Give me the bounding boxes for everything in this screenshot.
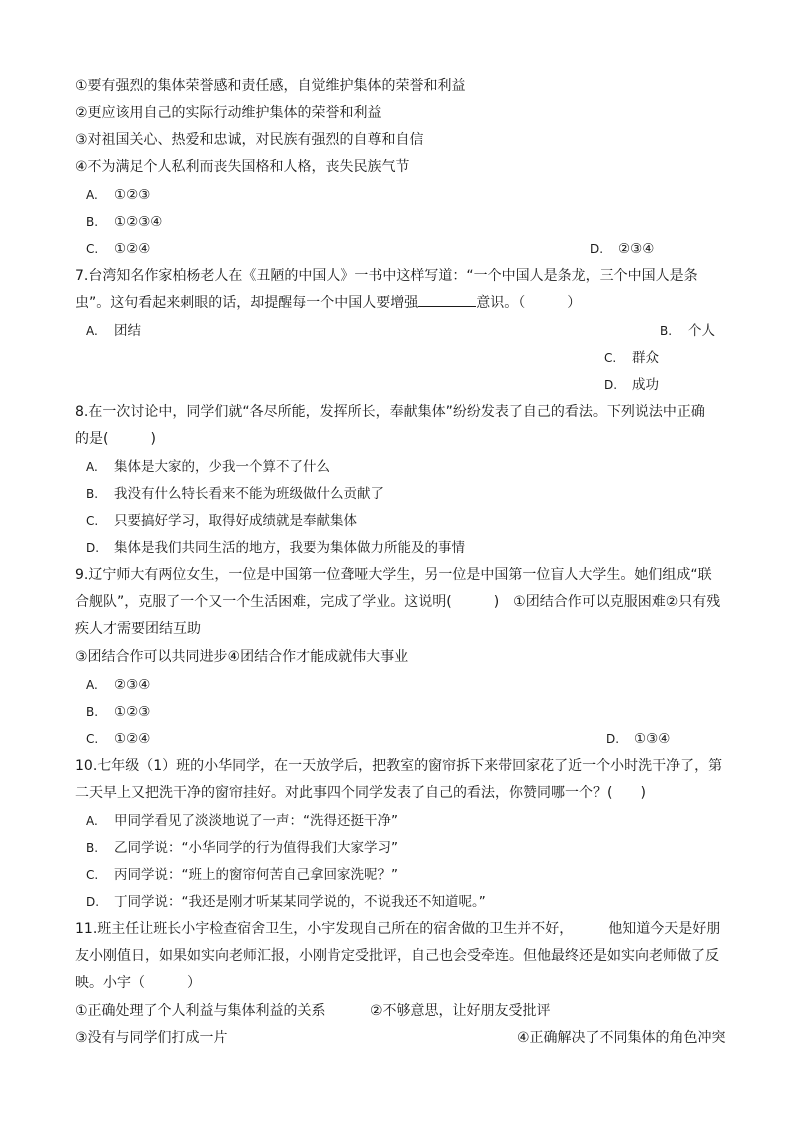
q8-option-a bbox=[86, 458, 330, 476]
q11-statement-1: ①正确处理了个人利益与集体利益的关系 bbox=[75, 1003, 326, 1019]
option-text: ①②④ bbox=[114, 241, 151, 257]
option-label: D. bbox=[86, 895, 100, 909]
option-text: ①②③ bbox=[114, 187, 151, 203]
q10-option-b bbox=[86, 839, 398, 857]
option-label: B. bbox=[86, 487, 99, 501]
q9-option-c bbox=[86, 730, 150, 748]
option-text: 乙同学说：“小华同学的行为值得我们大家学习” bbox=[114, 840, 398, 856]
option-text: ①③④ bbox=[634, 731, 671, 747]
option-label: C. bbox=[86, 732, 99, 746]
option-text: ①②③ bbox=[114, 704, 151, 720]
q10-stem-line-1: 10.七年级（1）班的小华同学，在一天放学后，把教室的窗帘拆下来带回家花了近一个小时洗干净了，第 bbox=[75, 758, 723, 774]
option-text: 群众 bbox=[632, 350, 659, 366]
option-text: 集体是大家的，少我一个算不了什么 bbox=[114, 459, 330, 475]
q7-stem-before-blank: 虫”。这句看起来刺眼的话，却提醒每一个中国人要增强 bbox=[75, 295, 419, 311]
option-label: D. bbox=[86, 541, 100, 555]
q6-option-d bbox=[590, 240, 654, 258]
q9-stem-line-3: 疾人才需要团结互助 bbox=[75, 621, 201, 637]
q8-option-b bbox=[86, 485, 384, 503]
q9-option-b bbox=[86, 703, 150, 721]
option-label: B. bbox=[86, 841, 99, 855]
q6-option-b bbox=[86, 213, 162, 231]
q11-statement-4: ④正确解决了不同集体的角色冲突 bbox=[517, 1030, 726, 1046]
option-label: A. bbox=[86, 678, 98, 692]
q8-option-d bbox=[86, 539, 465, 557]
q10-option-d bbox=[86, 893, 486, 911]
q10-option-c bbox=[86, 866, 398, 884]
q11-stem-line-3: 映。小宇（ ） bbox=[75, 975, 201, 991]
q7-stem-after-blank: 意识。（ ） bbox=[476, 295, 582, 311]
option-label: B. bbox=[660, 324, 673, 338]
q7-option-a bbox=[86, 322, 141, 340]
option-label: B. bbox=[86, 215, 99, 229]
option-label: D. bbox=[590, 242, 604, 256]
q11-statement-3: ③没有与同学们打成一片 bbox=[75, 1030, 228, 1046]
option-text: 个人 bbox=[688, 323, 715, 339]
q6-statement-3: ③对祖国关心、热爱和忠诚，对民族有强烈的自尊和自信 bbox=[75, 132, 424, 148]
option-label: D. bbox=[604, 378, 618, 392]
q7-stem-line-1: 7.台湾知名作家柏杨老人在《丑陋的中国人》一书中这样写道：“一个中国人是条龙，三个中国人是条 bbox=[75, 268, 698, 284]
option-text: 团结 bbox=[114, 323, 141, 339]
option-text: 丙同学说：“班上的窗帘何苦自己拿回家洗呢？” bbox=[114, 867, 398, 883]
q9-stem-line-1: 9.辽宁师大有两位女生，一位是中国第一位聋哑大学生，另一位是中国第一位盲人大学生。她们组成“联 bbox=[75, 567, 712, 583]
option-label: C. bbox=[86, 514, 99, 528]
q8-option-c bbox=[86, 512, 357, 530]
option-label: C. bbox=[86, 242, 99, 256]
option-text: 丁同学说：“我还是刚才听某某同学说的，不说我还不知道呢。” bbox=[114, 894, 486, 910]
q8-stem-line-2: 的是( ) bbox=[75, 431, 156, 447]
q9-stem-line-2: 合舰队”，克服了一个又一个生活困难，完成了学业。这说明( ) ①团结合作可以克服困难②只有残 bbox=[75, 594, 721, 610]
q11-stem-line-2: 友小刚值日，如果如实向老师汇报，小刚肯定受批评，自己也会受牵连。但他最终还是如实向老师做了反 bbox=[75, 948, 719, 964]
q10-option-a bbox=[86, 812, 398, 830]
q7-stem-line-2 bbox=[75, 294, 581, 312]
q11-stem-line-1: 11.班主任让班长小宇检查宿舍卫生，小宇发现自己所在的宿舍做的卫生并不好， 他知道今天是好朋 bbox=[75, 921, 721, 937]
q6-statement-1: ①要有强烈的集体荣誉感和责任感，自觉维护集体的荣誉和利益 bbox=[75, 78, 466, 94]
option-text: ①②③④ bbox=[114, 214, 163, 230]
q7-option-d bbox=[604, 376, 659, 394]
q6-statement-2: ②更应该用自己的实际行动维护集体的荣誉和利益 bbox=[75, 105, 382, 121]
q9-option-d bbox=[606, 730, 670, 748]
option-text: ②③④ bbox=[114, 677, 151, 693]
fill-in-blank bbox=[418, 294, 476, 307]
option-text: 集体是我们共同生活的地方，我要为集体做力所能及的事情 bbox=[114, 540, 465, 556]
q8-stem-line-1: 8.在一次讨论中，同学们就“各尽所能，发挥所长，奉献集体”纷纷发表了自己的看法。下列说法中正确 bbox=[75, 404, 705, 420]
option-text: ①②④ bbox=[114, 731, 151, 747]
option-label: D. bbox=[606, 732, 620, 746]
q9-option-a bbox=[86, 676, 150, 694]
q6-statement-4: ④不为满足个人私利而丧失国格和人格，丧失民族气节 bbox=[75, 159, 410, 175]
option-text: 甲同学看见了淡淡地说了一声：“洗得还挺干净” bbox=[114, 813, 398, 829]
option-label: A. bbox=[86, 814, 98, 828]
option-text: ②③④ bbox=[618, 241, 655, 257]
q10-stem-line-2: 二天早上又把洗干净的窗帘挂好。对此事四个同学发表了自己的看法，你赞同哪一个？( ) bbox=[75, 785, 646, 801]
option-label: A. bbox=[86, 188, 98, 202]
option-text: 我没有什么特长看来不能为班级做什么贡献了 bbox=[114, 486, 384, 502]
option-text: 只要搞好学习，取得好成绩就是奉献集体 bbox=[114, 513, 357, 529]
q6-option-a bbox=[86, 186, 150, 204]
option-label: C. bbox=[604, 351, 617, 365]
q7-option-c bbox=[604, 349, 659, 367]
option-label: B. bbox=[86, 705, 99, 719]
q6-option-c bbox=[86, 240, 150, 258]
q11-statement-2: ②不够意思，让好朋友受批评 bbox=[370, 1003, 551, 1019]
option-label: C. bbox=[86, 868, 99, 882]
option-text: 成功 bbox=[632, 377, 659, 393]
option-label: A. bbox=[86, 324, 98, 338]
option-label: A. bbox=[86, 460, 98, 474]
q9-stem-line-4: ③团结合作可以共同进步④团结合作才能成就伟大事业 bbox=[75, 649, 409, 665]
q7-option-b bbox=[660, 322, 715, 340]
